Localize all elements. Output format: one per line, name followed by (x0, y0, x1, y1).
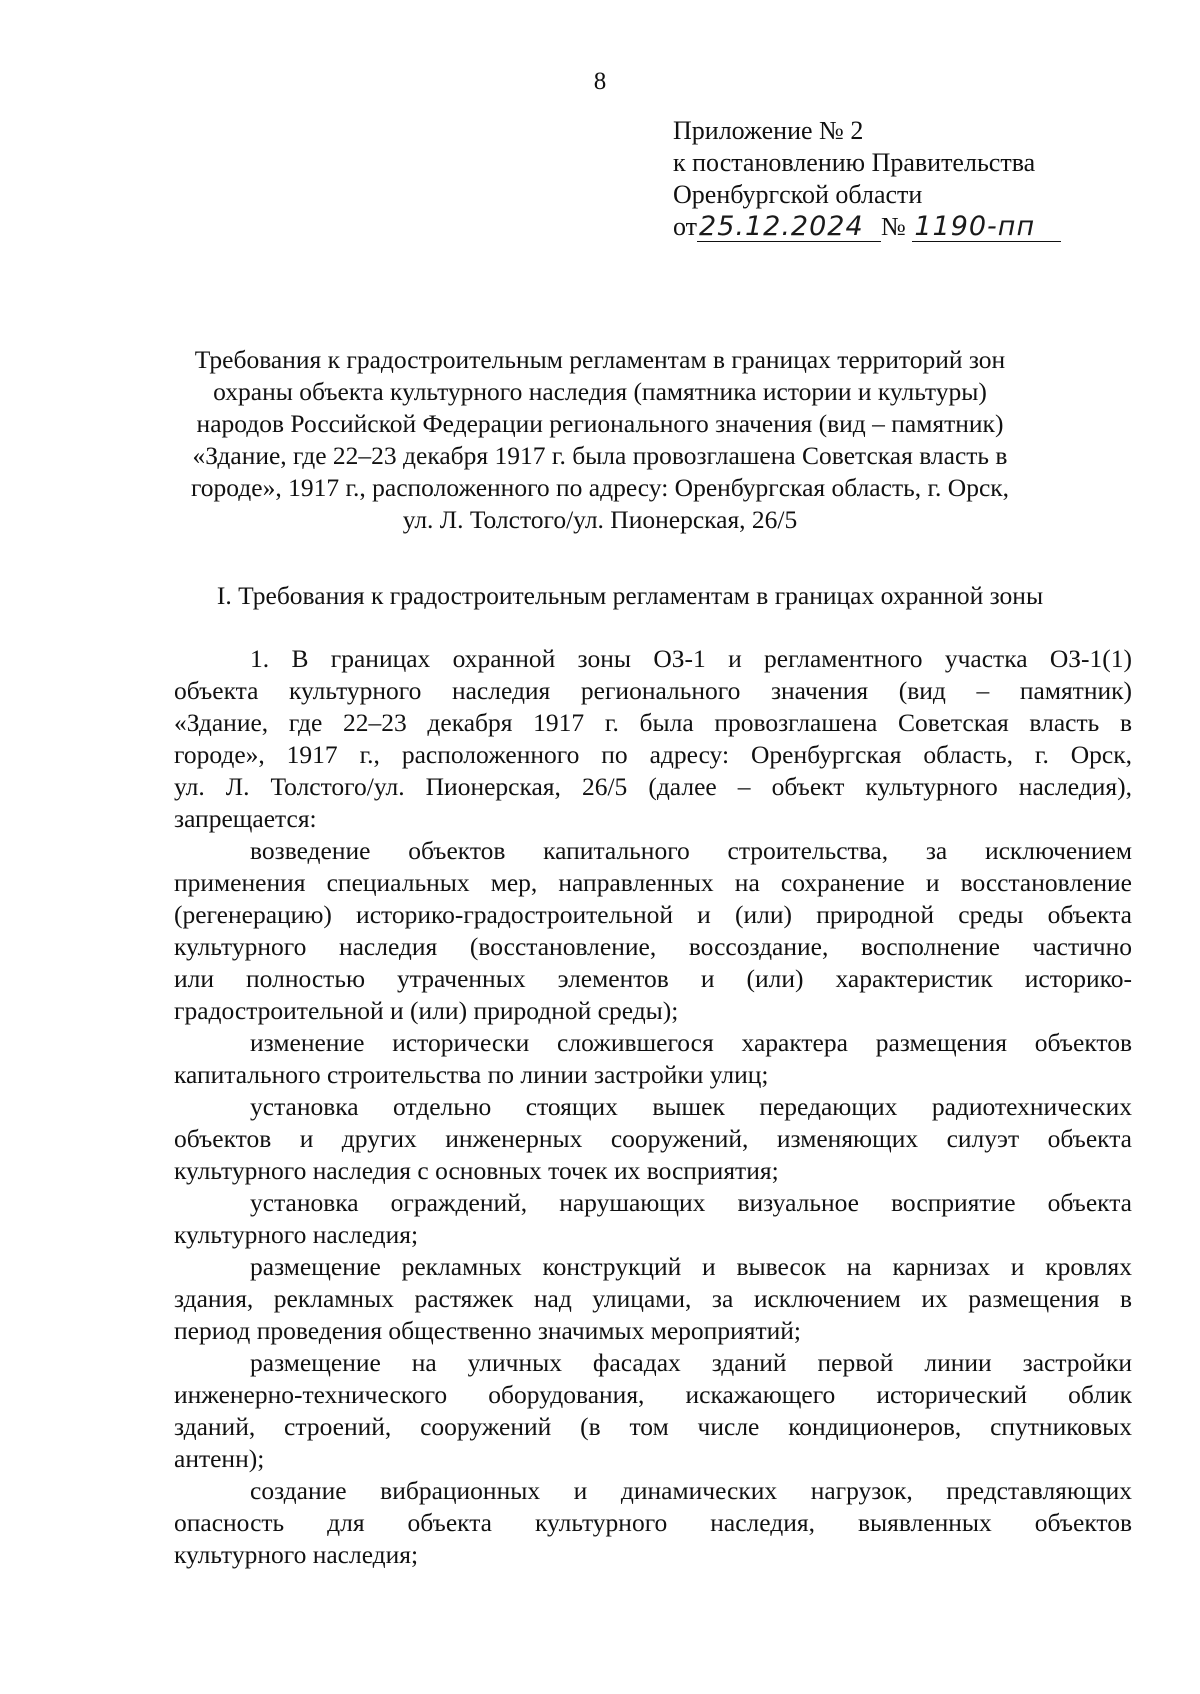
page-number: 8 (593, 68, 607, 95)
title-line: городе», 1917 г., расположенного по адресу: Оренбургская область, г. Орск, (190, 473, 1010, 502)
title-line: Требования к градостроительным регламентам в границах территорий зон (194, 345, 1006, 374)
text-line: установка ограждений, нарушающих визуальное восприятие объекта (250, 1188, 1132, 1217)
paragraph-5 (174, 1187, 1132, 1251)
text-line: объектов и других инженерных сооружений, изменяющих силуэт объекта (174, 1124, 1132, 1153)
date-prefix: от (673, 212, 698, 241)
text-line: изменение исторически сложившегося характера размещения объектов (250, 1028, 1132, 1057)
title-line: охраны объекта культурного наследия (памятника истории и культуры) (213, 377, 987, 406)
document-title (150, 344, 1050, 536)
text-line: период проведения общественно значимых мероприятий; (174, 1316, 801, 1345)
paragraph-8 (174, 1475, 1132, 1571)
title-line: народов Российской Федерации регионального значения (вид – памятник) (196, 409, 1004, 438)
text-line: объекта культурного наследия регионального значения (вид – памятник) (174, 676, 1132, 705)
number-prefix: № (881, 212, 906, 241)
document-body (174, 643, 1132, 1571)
text-line: размещение рекламных конструкций и вывесок на карнизах и кровлях (250, 1252, 1132, 1281)
text-line: опасность для объекта культурного наследия, выявленных объектов (174, 1508, 1132, 1537)
handwritten-date: 25.12.2024 (697, 213, 881, 242)
paragraph-2 (174, 835, 1132, 1027)
text-line: 1. В границах охранной зоны ОЗ-1 и регламентного участка ОЗ-1(1) (250, 644, 1132, 673)
appendix-region: Оренбургской области (673, 180, 923, 209)
text-line: или полностью утраченных элементов и (или) характеристик историко- (174, 964, 1132, 993)
handwritten-number: 1190-пп (912, 213, 1061, 242)
text-line: капитального строительства по линии застройки улиц; (174, 1060, 769, 1089)
text-line: зданий, строений, сооружений (в том числе кондиционеров, спутниковых (174, 1412, 1132, 1441)
appendix-date-number-line (673, 211, 1173, 243)
text-line: применения специальных мер, направленных на сохранение и восстановление (174, 868, 1132, 897)
paragraph-7 (174, 1347, 1132, 1475)
text-line: ул. Л. Толстого/ул. Пионерская, 26/5 (далее – объект культурного наследия), (174, 772, 1132, 801)
text-line: размещение на уличных фасадах зданий первой линии застройки (250, 1348, 1132, 1377)
appendix-resolution-ref: к постановлению Правительства (673, 148, 1036, 177)
paragraph-1 (174, 643, 1132, 835)
title-line: «Здание, где 22–23 декабря 1917 г. была провозглашена Советская власть в (192, 441, 1008, 470)
text-line: культурного наследия; (174, 1220, 419, 1249)
text-line: запрещается: (174, 804, 317, 833)
text-line: «Здание, где 22–23 декабря 1917 г. была провозглашена Советская власть в (174, 708, 1132, 737)
paragraph-3 (174, 1027, 1132, 1091)
text-line: городе», 1917 г., расположенного по адресу: Оренбургская область, г. Орск, (174, 740, 1132, 769)
text-line: инженерно-технического оборудования, искажающего исторический облик (174, 1380, 1132, 1409)
text-line: градостроительной и (или) природной среды); (174, 996, 679, 1025)
text-line: возведение объектов капитального строительства, за исключением (250, 836, 1132, 865)
text-line: установка отдельно стоящих вышек передающих радиотехнических (250, 1092, 1132, 1121)
text-line: культурного наследия с основных точек их восприятия; (174, 1156, 779, 1185)
title-line: ул. Л. Толстого/ул. Пионерская, 26/5 (402, 505, 798, 534)
text-line: культурного наследия (восстановление, воссоздание, восполнение частично (174, 932, 1132, 961)
appendix-header (673, 115, 1173, 243)
text-line: антенн); (174, 1444, 265, 1473)
section-heading: I. Требования к градостроительным регламентам в границах охранной зоны (216, 581, 1044, 610)
appendix-number: Приложение № 2 (673, 116, 864, 145)
text-line: (регенерацию) историко-градостроительной и (или) природной среды объекта (174, 900, 1132, 929)
paragraph-6 (174, 1251, 1132, 1347)
text-line: культурного наследия; (174, 1540, 419, 1569)
text-line: здания, рекламных растяжек над улицами, за исключением их размещения в (174, 1284, 1132, 1313)
paragraph-4 (174, 1091, 1132, 1187)
text-line: создание вибрационных и динамических нагрузок, представляющих (250, 1476, 1132, 1505)
